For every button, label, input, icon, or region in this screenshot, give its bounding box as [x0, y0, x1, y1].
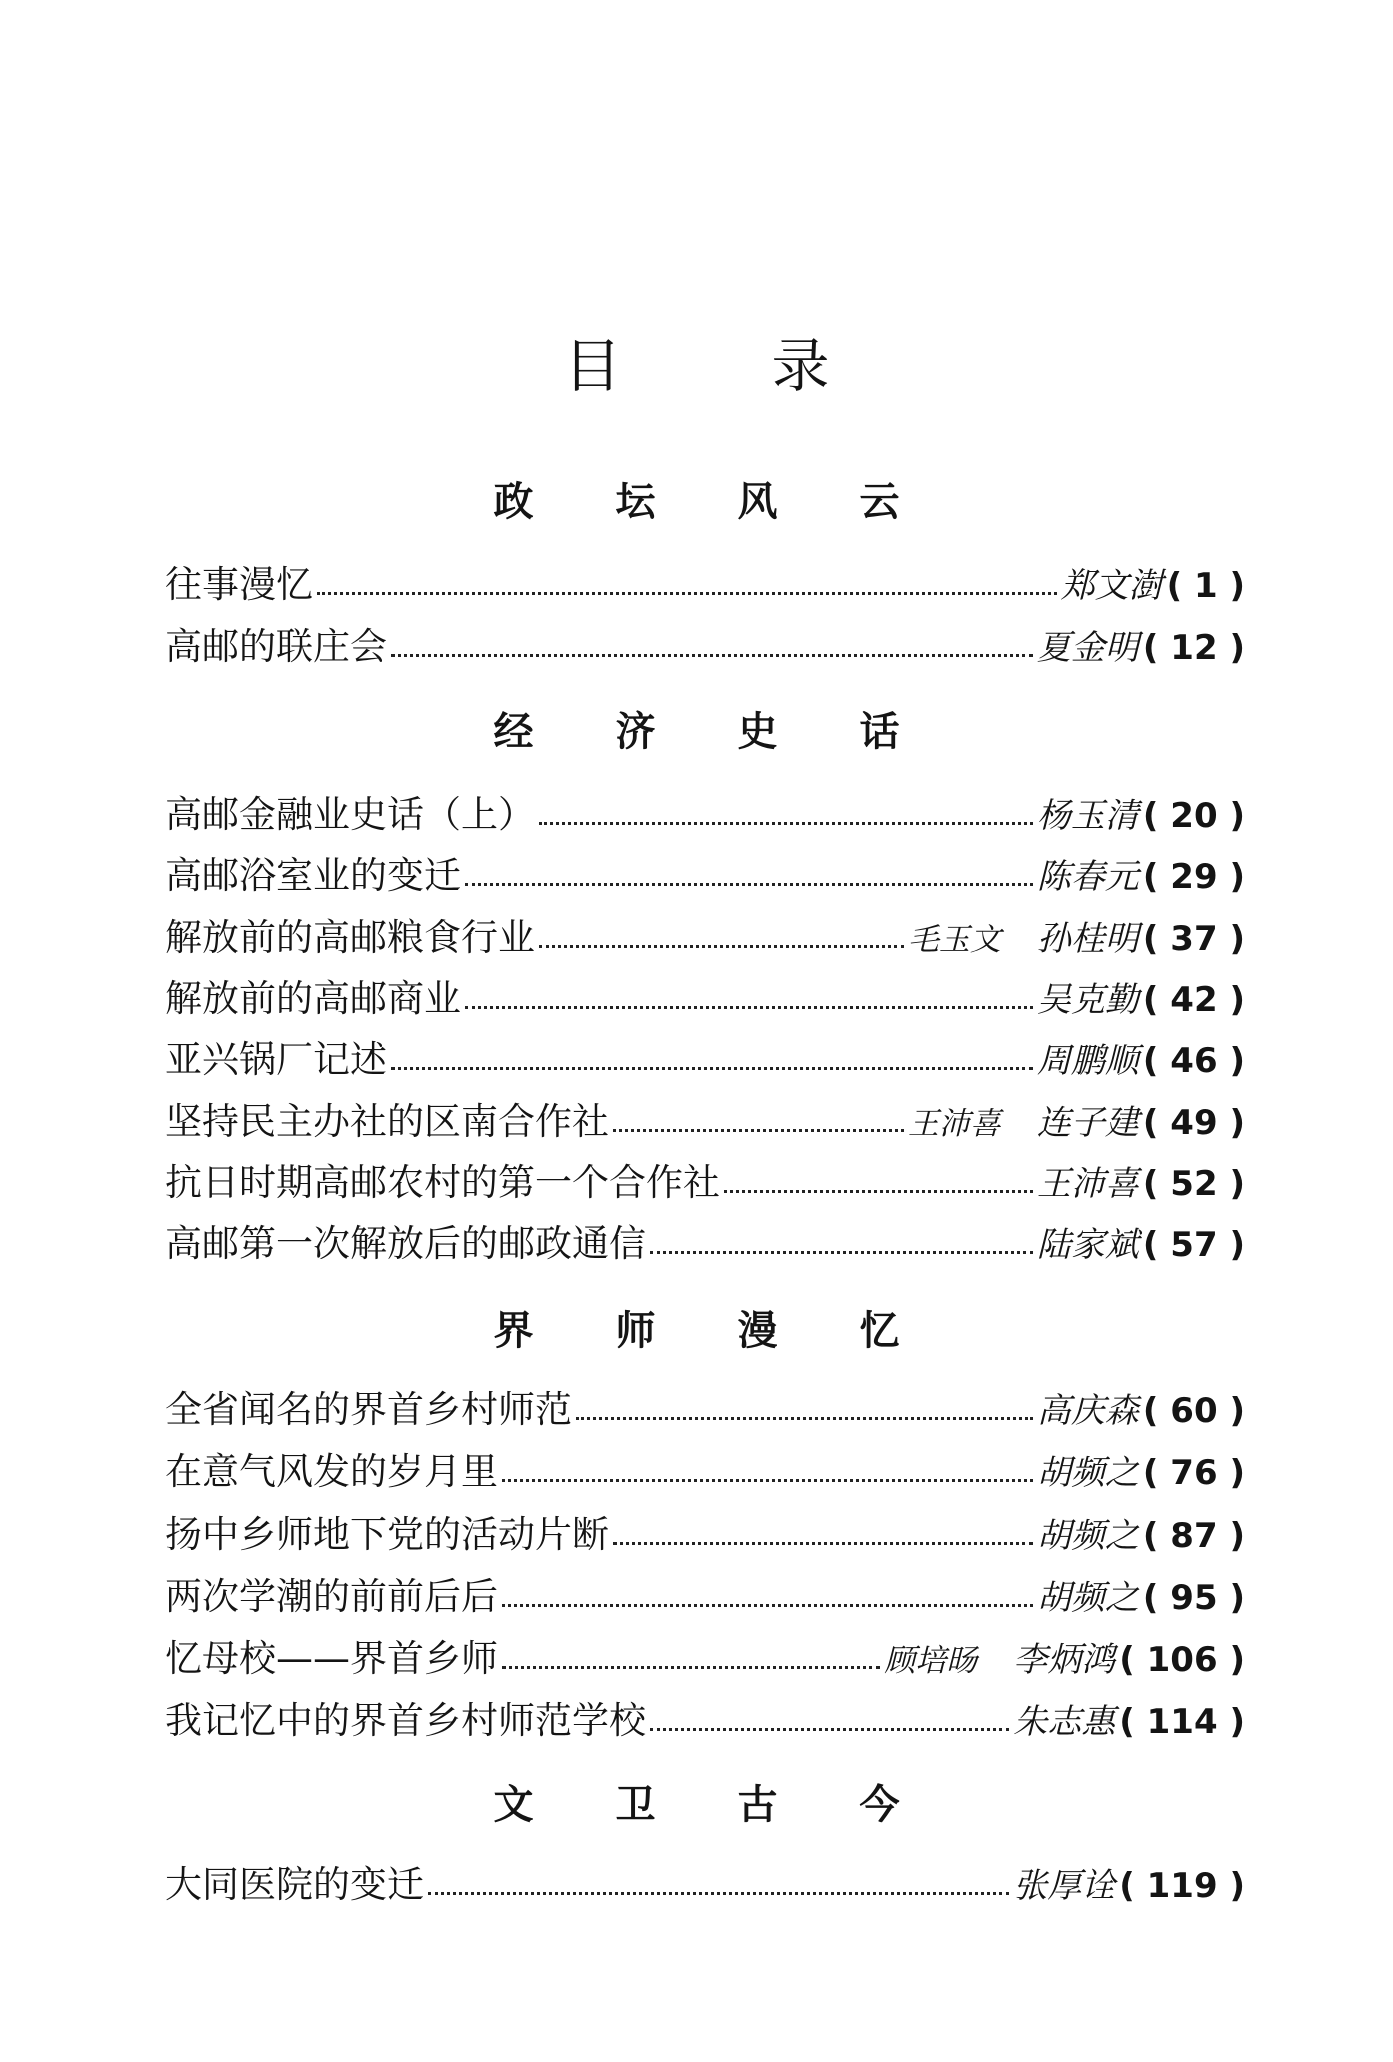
entry-author: 孙桂明 — [1036, 919, 1139, 959]
entry-author: 连子建 — [1036, 1103, 1139, 1143]
entry-co-author: 顾培旸 — [884, 1643, 978, 1679]
dot-leader — [539, 945, 904, 948]
toc-entry[interactable] — [165, 1572, 1245, 1622]
entry-co-author: 毛玉文 — [907, 922, 1001, 958]
dot-leader — [391, 654, 1033, 657]
entry-author: 胡频之 — [1036, 1453, 1139, 1493]
section-heading-char: 今 — [859, 1782, 900, 1828]
dot-leader — [317, 592, 1057, 595]
entry-title: 解放前的高邮商业 — [165, 977, 461, 1020]
entry-page: ( 106 ) — [1119, 1640, 1245, 1680]
dot-leader — [613, 1542, 1033, 1545]
section-heading-char: 师 — [615, 1308, 656, 1354]
section-heading — [0, 1778, 1393, 1832]
section-heading-char: 史 — [737, 709, 778, 755]
toc-entry[interactable] — [165, 974, 1245, 1024]
entry-author: 李炳鸿 — [1013, 1640, 1116, 1680]
section-heading-char: 界 — [493, 1308, 534, 1354]
entry-page: ( 60 ) — [1142, 1391, 1245, 1431]
entry-author: 王沛喜 — [1036, 1164, 1139, 1204]
section-heading — [0, 705, 1393, 759]
toc-entry[interactable] — [165, 1385, 1245, 1435]
dot-leader — [539, 822, 1033, 825]
toc-entry[interactable] — [165, 1510, 1245, 1560]
entry-page: ( 46 ) — [1142, 1041, 1245, 1081]
toc-entry[interactable] — [165, 851, 1245, 901]
dot-leader — [613, 1129, 904, 1132]
entry-author: 吴克勤 — [1036, 980, 1139, 1020]
dot-leader — [428, 1892, 1009, 1895]
entry-title: 全省闻名的界首乡村师范 — [165, 1388, 572, 1431]
entry-title: 抗日时期高邮农村的第一个合作社 — [165, 1161, 720, 1204]
entry-page: ( 87 ) — [1142, 1516, 1245, 1556]
section-heading-char: 济 — [615, 709, 656, 755]
entry-page: ( 1 ) — [1166, 566, 1245, 606]
section-heading-char: 坛 — [615, 479, 656, 525]
section-heading-char: 忆 — [859, 1308, 900, 1354]
entry-author: 夏金明 — [1036, 628, 1139, 668]
entry-page: ( 95 ) — [1142, 1578, 1245, 1618]
entry-title: 大同医院的变迁 — [165, 1863, 424, 1906]
entry-title: 在意气风发的岁月里 — [165, 1450, 498, 1493]
dot-leader — [650, 1251, 1033, 1254]
dot-leader — [465, 883, 1033, 886]
entry-page: ( 76 ) — [1142, 1453, 1245, 1493]
toc-entry[interactable] — [165, 560, 1245, 610]
entry-author: 张厚诠 — [1013, 1866, 1116, 1906]
entry-author: 郑文澍 — [1060, 566, 1163, 606]
section-heading — [0, 475, 1393, 529]
toc-entry[interactable] — [165, 1158, 1245, 1208]
entry-author: 陈春元 — [1036, 857, 1139, 897]
dot-leader — [502, 1479, 1033, 1482]
section-heading-char: 古 — [737, 1782, 778, 1828]
section-heading-char: 云 — [859, 479, 900, 525]
entry-page: ( 49 ) — [1142, 1103, 1245, 1143]
page-title — [0, 326, 1393, 406]
entry-page: ( 52 ) — [1142, 1164, 1245, 1204]
dot-leader — [502, 1604, 1033, 1607]
entry-title: 往事漫忆 — [165, 563, 313, 606]
entry-title: 我记忆中的界首乡村师范学校 — [165, 1699, 646, 1742]
section-heading-char: 卫 — [615, 1782, 656, 1828]
entry-author: 高庆森 — [1036, 1391, 1139, 1431]
page-title-char: 目 — [563, 332, 622, 400]
entry-title: 高邮金融业史话（上） — [165, 793, 535, 836]
section-heading-char: 漫 — [737, 1308, 778, 1354]
dot-leader — [650, 1728, 1009, 1731]
section-heading-char: 经 — [493, 709, 534, 755]
entry-page: ( 29 ) — [1142, 857, 1245, 897]
toc-entry[interactable] — [165, 1447, 1245, 1497]
toc-entry[interactable] — [165, 1035, 1245, 1085]
section-heading-char: 文 — [493, 1782, 534, 1828]
toc-entry[interactable] — [165, 1219, 1245, 1269]
entry-page: ( 57 ) — [1142, 1225, 1245, 1265]
toc-entry[interactable] — [165, 1696, 1245, 1746]
toc-entry[interactable] — [165, 1634, 1245, 1684]
entry-author: 胡频之 — [1036, 1516, 1139, 1556]
dot-leader — [724, 1190, 1033, 1193]
entry-page: ( 42 ) — [1142, 980, 1245, 1020]
entry-title: 亚兴锅厂记述 — [165, 1038, 387, 1081]
entry-page: ( 114 ) — [1119, 1702, 1245, 1742]
entry-title: 扬中乡师地下党的活动片断 — [165, 1513, 609, 1556]
entry-title: 高邮的联庄会 — [165, 625, 387, 668]
toc-entry[interactable] — [165, 790, 1245, 840]
entry-title: 两次学潮的前前后后 — [165, 1575, 498, 1618]
entry-author: 周鹏顺 — [1036, 1041, 1139, 1081]
dot-leader — [576, 1417, 1033, 1420]
dot-leader — [391, 1067, 1033, 1070]
entry-author: 朱志惠 — [1013, 1702, 1116, 1742]
toc-entry[interactable] — [165, 1097, 1245, 1147]
entry-co-author: 王沛喜 — [907, 1106, 1001, 1142]
entry-title: 坚持民主办社的区南合作社 — [165, 1100, 609, 1143]
entry-author: 陆家斌 — [1036, 1225, 1139, 1265]
section-heading-char: 话 — [859, 709, 900, 755]
section-heading-char: 风 — [737, 479, 778, 525]
toc-entry[interactable] — [165, 622, 1245, 672]
toc-entry[interactable] — [165, 1860, 1245, 1910]
page-title-char: 录 — [771, 332, 830, 400]
entry-page: ( 37 ) — [1142, 919, 1245, 959]
entry-title: 忆母校——界首乡师 — [165, 1637, 498, 1680]
entry-author: 杨玉清 — [1036, 796, 1139, 836]
toc-entry[interactable] — [165, 913, 1245, 963]
entry-author: 胡频之 — [1036, 1578, 1139, 1618]
entry-title: 解放前的高邮粮食行业 — [165, 916, 535, 959]
entry-page: ( 119 ) — [1119, 1866, 1245, 1906]
dot-leader — [502, 1666, 880, 1669]
entry-title: 高邮浴室业的变迁 — [165, 854, 461, 897]
entry-page: ( 20 ) — [1142, 796, 1245, 836]
dot-leader — [465, 1006, 1033, 1009]
section-heading — [0, 1304, 1393, 1358]
entry-page: ( 12 ) — [1142, 628, 1245, 668]
section-heading-char: 政 — [493, 479, 534, 525]
entry-title: 高邮第一次解放后的邮政通信 — [165, 1222, 646, 1265]
